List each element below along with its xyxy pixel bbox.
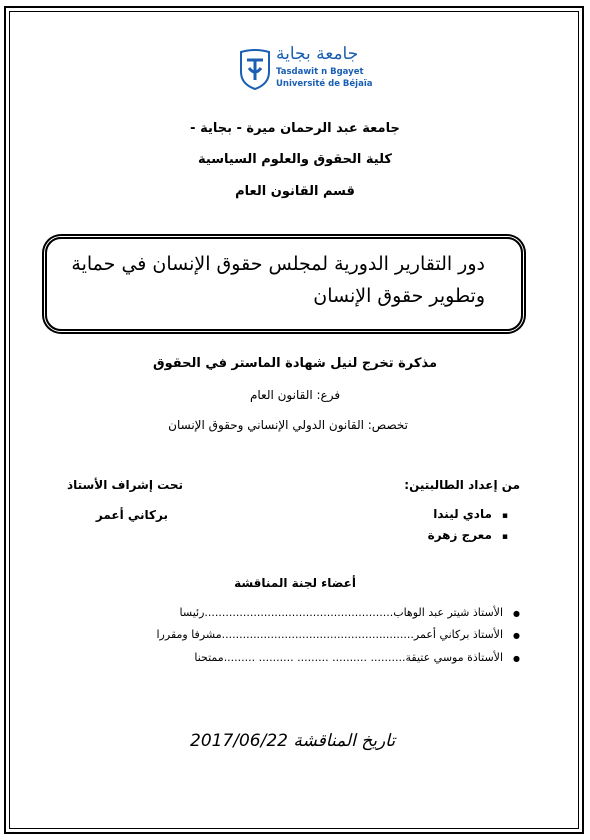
member-role: ممتحنا [194,651,224,664]
member-role: مشرفا ومقررا [156,628,222,641]
student-name: معرج زهرة [427,528,492,542]
bullet-icon: ● [513,631,520,640]
student-item [433,507,508,521]
member-name: الأستاذ بركاني أعمر [413,628,504,641]
committee-heading: أعضاء لجنة المناقشة [234,576,356,590]
bullet-icon: ● [513,654,520,663]
defense-date: تاريخ المناقشة 2017/06/22 [190,731,396,751]
faculty-name: كلية الحقوق والعلوم السياسية [198,152,392,167]
logo-arabic-text: جامعة بجاية [276,44,359,64]
committee-member [157,628,521,641]
member-dots: .......... .......... ......... .......... ......... [223,651,406,664]
logo-kabyle-text: Tasdawit n Bgayet [276,67,364,77]
supervisor-heading: تحت إشراف الأستاذ [66,478,183,492]
students-heading: من إعداد الطالبتين: [404,478,520,492]
bullet-icon: ● [513,609,520,618]
bullet-icon: ▪ [501,532,508,542]
committee-member [180,606,520,619]
department-name: قسم القانون العام [235,184,355,199]
member-role: رئيسا [179,606,205,619]
member-name: الأستاذ شيتر عبد الوهاب [393,606,504,619]
specialty: تخصص: القانون الدولي الإنساني وحقوق الإنسان [168,418,408,432]
logo-french-text: Université de Béjaïa [276,79,373,89]
member-dots: ...................................................... [204,606,394,619]
supervisor-name: بركاني أعمر [95,508,168,522]
thesis-title: دور التقارير الدورية لمجلس حقوق الإنسان في حماية وتطوير حقوق الإنسان [71,253,485,307]
university-name: جامعة عبد الرحمان ميرة - بجاية - [190,121,400,136]
student-name: مادي ليندا [433,507,492,521]
university-logo-icon [238,48,272,90]
branch: فرع: القانون العام [249,388,341,402]
member-name: الأستاذة موسي عتيقة [405,651,504,664]
student-item [428,528,508,542]
thesis-note: مذكرة تخرج لنيل شهادة الماستر في الحقوق [152,356,438,371]
member-dots: ....................................................... [221,628,414,641]
bullet-icon: ▪ [501,511,508,521]
committee-member [194,651,520,664]
